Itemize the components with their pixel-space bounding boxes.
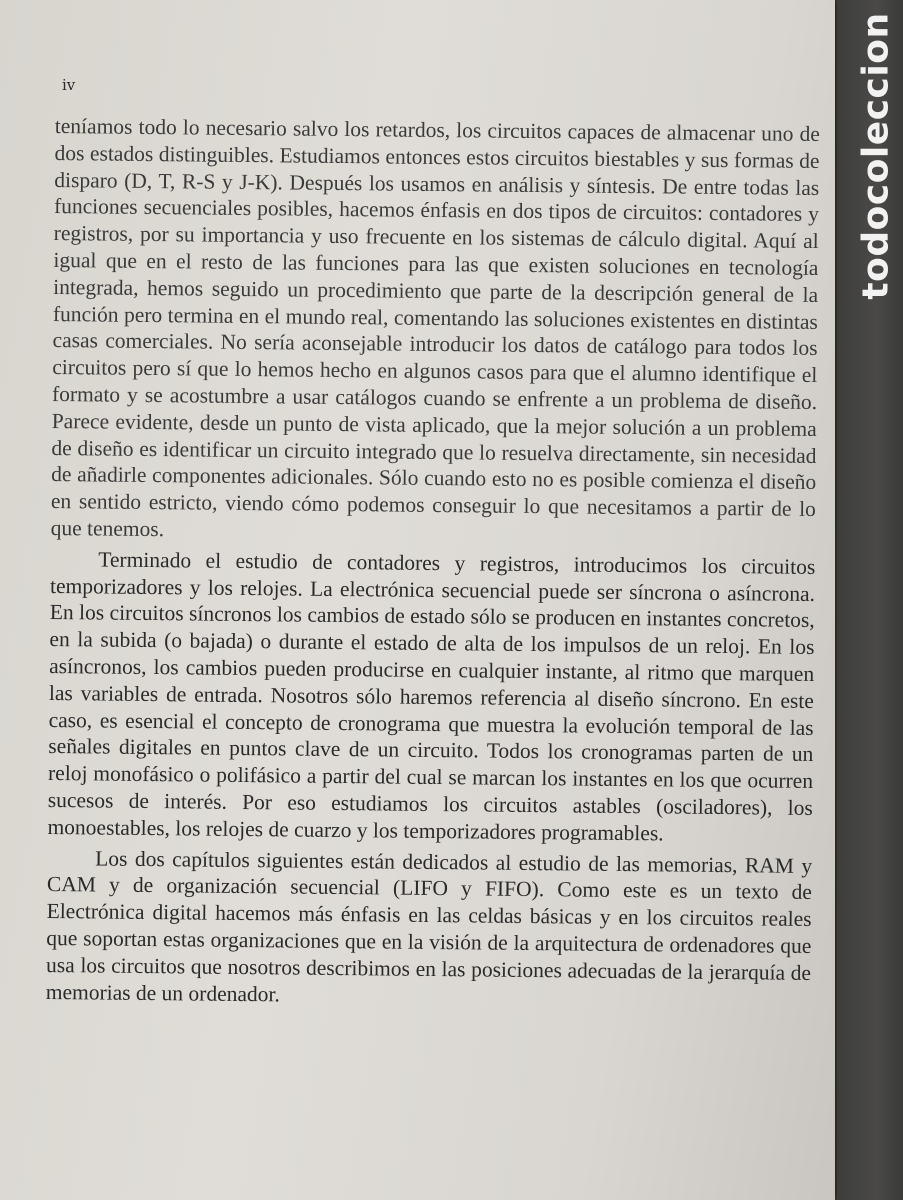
paragraph-2: Terminado el estudio de contadores y registros, introducimos los circuitos temporizadores y los relojes. La electrónica secuencial puede ser síncrona o asíncrona. En los circuitos síncronos los cambios de estado sólo se producen en instantes concretos, en la subida (o bajada) o durante el estado de alta de los impulsos de un reloj. En los asíncronos, los cambios pueden producirse en cualquier instante, al ritmo que marquen las variables de entrada. Nosotros sólo haremos referencia al diseño síncrono. En este caso, es esencial el concepto de cronograma que muestra la evolución temporal de las señales digitales en puntos clave de un circuito. Todos los cronogramas parten de un reloj monofásico o polifásico a partir del cual se marcan los instantes en los que ocurren sucesos de interés. Por eso estudiamos los circuitos astables (osciladores), los monoestables, los relojes de cuarzo y los temporizadores programables.	[47, 547, 816, 846]
paragraph-1: teníamos todo lo necesario salvo los retardos, los circuitos capaces de almacenar uno de dos estados distinguibles. Estudiamos entonces estos circuitos biestables y sus formas de disparo (D, T, R-S y J-K). Después los usamos en análisis y síntesis. De entre todas las funciones secuenciales posibles, hacemos énfasis en dos tipos de circuitos: contadores y registros, por su importancia y uso frecuente en los sistemas de cálculo digital. Aquí al igual que en el resto de las funciones para las que existen soluciones en tecnología integrada, hemos seguido un procedimiento que parte de la descripción general de la función pero termina en el mundo real, comentando las soluciones existentes en distintas casas comerciales. No sería aconsejable introducir los datos de catálogo para todos los circuitos pero sí que lo hemos hecho en algunos casos para que el alumno identifique el formato y se acostumbre a usar catálogos cuando se enfrente a un problema de diseño. Parece evidente, desde un punto de vista aplicado, que la mejor solución a un problema de diseño es identificar un circuito integrado que lo resuelva directamente, sin necesidad de añadirle componentes adicionales. Sólo cuando esto no es posible comienza el diseño en sentido estricto, viendo cómo podemos conseguir lo que necesitamos a partir de lo que tenemos.	[50, 113, 820, 542]
watermark-text: todocoleccion	[855, 12, 897, 300]
page-body-text	[46, 113, 820, 1013]
page-number: iv	[62, 76, 76, 94]
paragraph-3: Los dos capítulos siguientes están dedicados al estudio de las memorias, RAM y CAM y de organización secuencial (LIFO y FIFO). Como este es un texto de Electrónica digital hacemos más énfasis en las celdas básicas y en los circuitos reales que soportan estas organizaciones que en la visión de la arquitectura de ordenadores que usa los circuitos que nosotros describimos en las posiciones adecuadas de la jerarquía de memorias de un ordenador.	[45, 845, 813, 1006]
watermark	[847, 8, 903, 308]
